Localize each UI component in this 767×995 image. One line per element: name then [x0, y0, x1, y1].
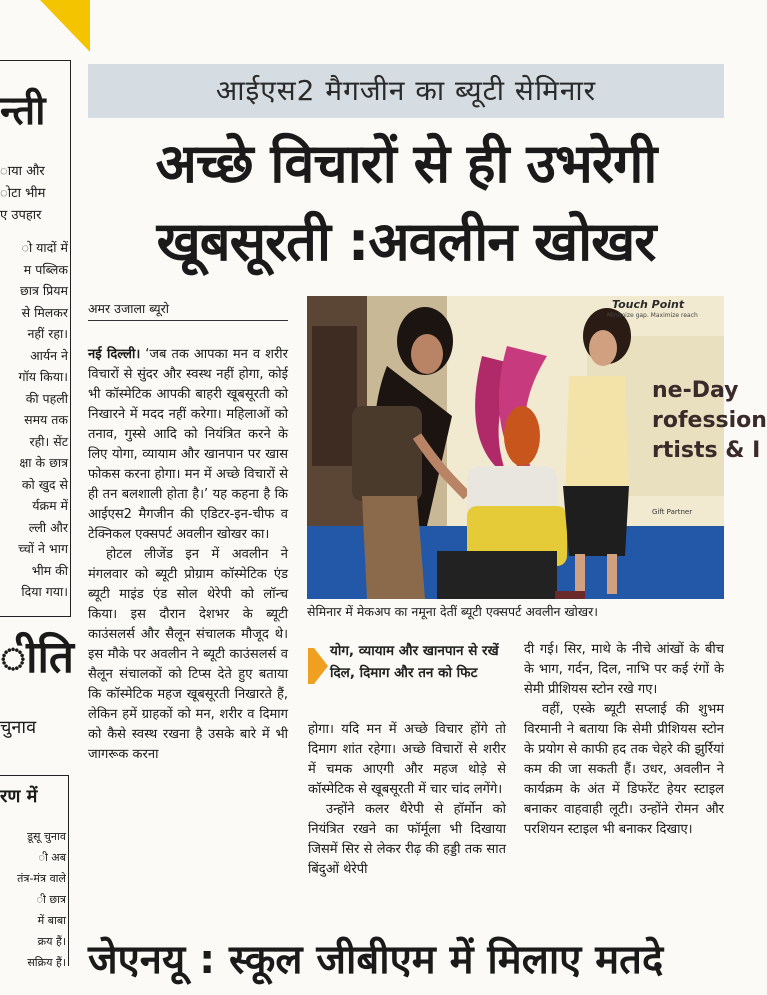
photo-logo: Touch Point — [612, 298, 685, 311]
photo-logo-tagline: Minimize gap. Maximize reach — [607, 312, 698, 319]
headline-line-2: खूबसूरती :अवलीन खोखर — [156, 210, 656, 273]
pull-quote — [308, 640, 506, 714]
article-column-2 — [308, 720, 506, 880]
pull-quote-arrow-icon — [314, 648, 328, 684]
column-3-paragraph-2: वहीं, एस्के ब्यूटी सप्लाई की शुभम विरमानी ने बताया कि सेमी प्रीशियस स्टोन के प्रयोग से काफी हद तक चेहरे की झुर्रियां कम की जा सकती हैं। उधर, अवलीन ने कार्यक्रम के अंत में डिफरेंट हेयर स्टाइल बनाकर वाहवाही लूटी। उन्होंने रोमन और परशियन स्टाइल भी बनाकर दिखाए। — [524, 702, 724, 837]
column-2-paragraph-2: उन्होंने कलर थैरेपी से हॉर्मोन को नियंत्रित रखने का फॉर्मूला भी दिखाया जिसमें सिर से लेकर रीढ़ की हड्डी तक सात बिंदुओं थेरेपी — [308, 802, 506, 877]
left-article-title: न्ती — [0, 88, 46, 134]
article-column-3 — [524, 640, 724, 840]
pull-quote-text: योग, व्यायाम और खानपान से रखें दिल, दिमाग और तन को फिट — [330, 643, 499, 681]
next-article-headline: जेएनयू : स्कूल जीबीएम में मिलाए मतदे — [88, 937, 664, 983]
left-article-3-title: रण में — [0, 786, 38, 807]
column-2-paragraph-1: होगा। यदि मन में अच्छे विचार होंगे तो दिमाग शांत रहेगा। अच्छे विचारों से शरीर में चमक आएगी और महज थोड़े से कॉस्मेटिक से खूबसूरती में चार चांद लगेंगे। — [308, 722, 506, 797]
left-article-2-title: ीति — [0, 632, 75, 683]
article-photo — [307, 296, 767, 599]
left-article-2-subhead: चुनाव — [0, 717, 37, 738]
photo-banner-text: ne-Day rofession rtists & I — [652, 378, 767, 463]
corner-accent — [40, 0, 90, 52]
left-article-subhead: ाया और ोटा भीम ए उपहार — [0, 164, 46, 223]
headline-line-1: अच्छे विचारों से ही उभरेगी — [155, 132, 657, 195]
left-article-box — [0, 60, 71, 617]
photo-caption: सेमिनार में मेकअप का नमूना देतीं ब्यूटी एक्सपर्ट अवलीन खोखर। — [307, 604, 598, 619]
article-headline — [88, 125, 724, 281]
left-article-body: ो यादों में म पब्लिक छात्र प्रियम से मिलकर नहीं रहा। आर्यन ने गॉय किया। की पहली समय तक रही। सेंट क्षा के छात्र को खुद से र्यक्रम में ल्ली और च्चों ने भाग भीम की दिया गया। — [18, 240, 68, 599]
photo-gift-partner: Gift Partner — [652, 508, 693, 516]
column-3-paragraph-1: दी गई। सिर, माथे के नीचे आंखों के बीच के भाग, गर्दन, दिल, नाभि पर कई रंगों के सेमी प्रीशियस स्टोन रखे गए। — [524, 642, 724, 697]
left-article-3-box — [0, 775, 69, 969]
column-1-paragraph-2: होटल लीजेंड इन में अवलीन ने मंगलवार को ब्यूटी प्रोग्राम कॉस्मेटिक एंड ब्यूटी माइंड एंड सोल थेरेपी को लॉन्च किया। इस दौरान देशभर के ब्यूटी काउंसलर्स और सैलून संचालक मौजूद थे। इस मौके पर अवलीन ने ब्यूटी काउंसलर्स व सैलून संचालकों को टिप्स देते हुए बताया कि कॉस्मेटिक महज खूबसूरती निखारते हैं, लेकिन हमें ग्राहकों को मन, शरीर व दिमाग को कैसे स्वस्थ रखना है उसके बारे में भी जागरूक करना — [88, 547, 288, 762]
article-kicker: आईएस2 मैगजीन का ब्यूटी सेमिनार — [88, 64, 724, 118]
left-article-2 — [0, 615, 75, 969]
dateline: नई दिल्ली। — [88, 347, 141, 362]
column-1-paragraph-1: ‘जब तक आपका मन व शरीर विचारों से सुंदर और स्वस्थ नहीं होगा, कोई भी कॉस्मेटिक आपकी बाहरी खूबसूरती को निखारने में मदद नहीं करेगा। महिलाओं को तनाव, गुस्से आदि को नियंत्रित करने के लिए योगा, व्यायाम और खानपान पर खास फोकस करना होगा। मन में अच्छे विचारों से ही तन बलशाली होता है।’ यह कहना है कि आईएस2 मैगजीन की एडिटर-इन-चीफ व टेक्निकल एक्सपर्ट अवलीन खोखर का। — [88, 347, 288, 542]
byline: अमर उजाला ब्यूरो — [88, 300, 288, 321]
article-column-1 — [88, 345, 288, 765]
left-article-3-body: डूसू चुनाव ी अब तंत्र-मंत्र वाले ी छात्र में बाबा क्रय हैं। सक्रिय हैं। — [17, 830, 66, 969]
